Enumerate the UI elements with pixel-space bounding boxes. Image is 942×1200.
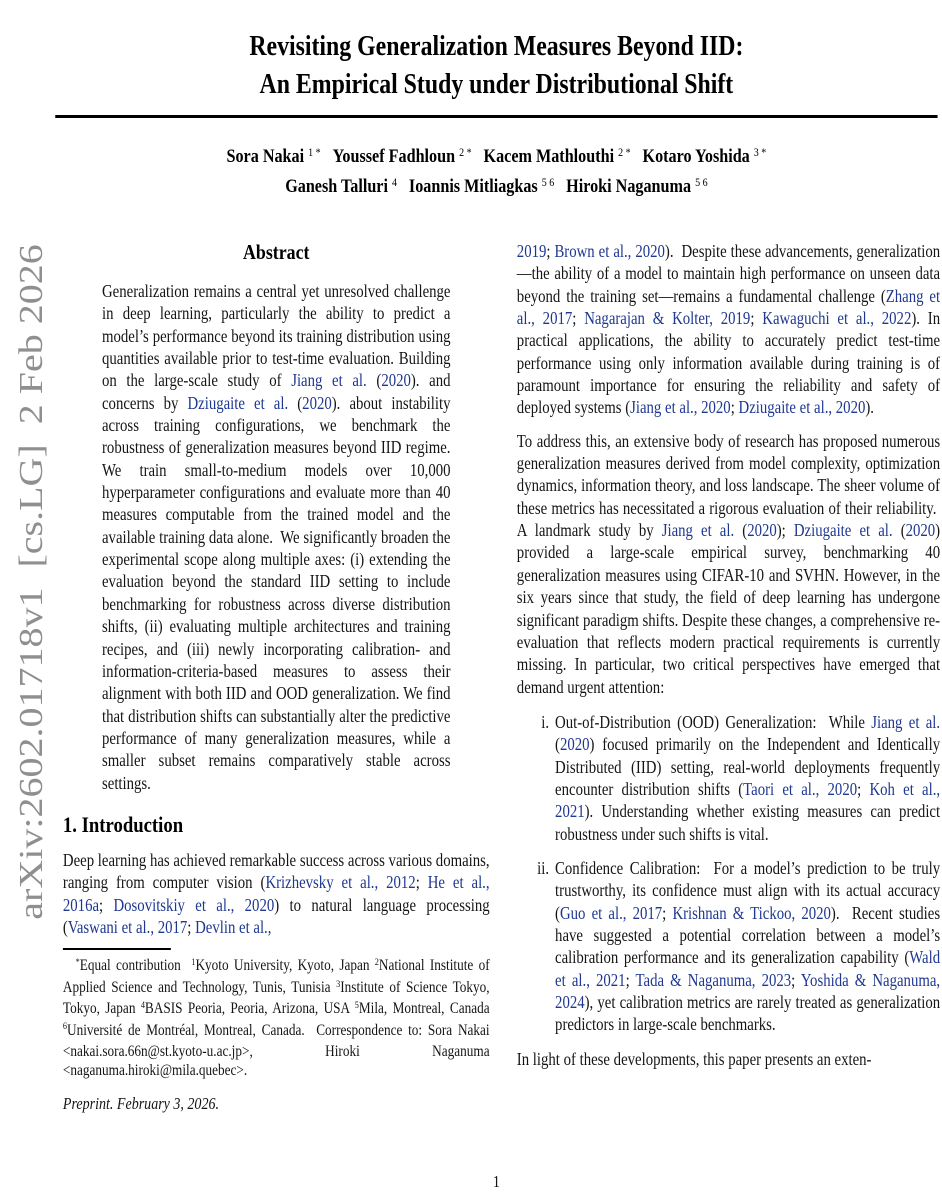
footnote-rule [63,948,171,950]
list-marker-ii: ii. [537,857,550,878]
citation-link[interactable]: Krizhevsky et al., 2012 [265,872,416,893]
text-run: Kotaro Yoshida [642,146,750,167]
superscript: 4 [392,175,398,189]
text-run: ). Understanding whether existing measures can predict robustness under such shifts is vital. [555,801,941,844]
text-run: Sora Nakai [226,146,305,167]
author-line-1 [55,143,937,173]
text-run: ( [555,734,560,755]
text-run: To address this, an extensive body of research has proposed numerous generalization measures derived from model complexity, optimization dynamics, information theory, and loss landscape. The sheer volume of these metrics has necessitated a rigorous evaluation of their reliability. A landmark study by [516,430,941,541]
text-run: ( [366,370,382,391]
text-run: Confidence Calibration: For a model’s prediction to be truly trustworthy, its confidence must align with its actual accuracy ( [555,857,941,923]
citation-link[interactable]: Dziugaite et al. [187,392,289,413]
text-run: ). [865,397,874,418]
text-run [304,146,308,167]
citation-link[interactable]: 2020 [747,520,777,541]
text-run: ; [625,969,636,990]
citation-link[interactable]: Jiang et al. [871,711,941,732]
footnote-text [63,956,490,1080]
citation-link[interactable]: Vaswani et al., 2017 [67,916,188,937]
page-number: 1 [492,1172,501,1191]
list-item-text [555,858,940,1034]
text-run: Université de Montréal, Montreal, Canada. Correspondence to: Sora Nakai <nakai.sora.66n@st.kyoto-u.ac.jp>, Hiroki Naganuma <naganuma.hiroki@mila.quebec>. [62,1021,490,1080]
section-heading-introduction: 1. Introduction [62,811,184,837]
citation-link[interactable]: Dosovitskiy et al., 2020 [113,894,275,915]
superscript: 4 [140,1000,145,1012]
text-run: ) to natural language processing ( [62,894,490,937]
text-run: ). In practical applications, the ability to accurately predict test-time performance using only information available during training is of paramount importance for ensuring the reliability and safety of deployed systems ( [516,308,941,418]
text-run: Mila, Montreal, Canada [358,1000,490,1018]
abstract-heading: Abstract [243,240,310,264]
text-run: ; [750,308,763,329]
title-line-1: Revisiting Generalization Measures Beyond IID: [249,31,744,62]
text-run: ; [791,969,801,990]
citation-link[interactable]: Brown et al., 2020 [554,241,665,261]
text-run: National Institute of Applied Science and Technology, Tunis, Tunisia [62,957,490,996]
arxiv-watermark: arXiv:2602.01718v1 [cs.LG] 2 Feb 2026 [11,244,50,920]
citation-link[interactable]: Wald et al., 2021 [555,947,941,990]
text-run: ( [288,392,303,413]
citation-link[interactable]: 2020 [302,392,332,413]
text-run: Equal contribution [79,957,192,975]
text-run: ; [187,916,196,937]
text-run: Kyoto University, Kyoto, Japan [195,957,375,975]
text-run: ) provided a large-scale empirical survey, benchmarking 40 generalization measures using CIFAR-10 and SVHN. However, in the six years since that study, the field of deep learning has undergone significant paradigm shifts. Despite these changes, a comprehensive re-evaluation that reflects modern practical requirements is currently missing. In particular, two critical perspectives have emerged that demand urgent attention: [516,520,941,697]
text-run: Youssef Fadhloun [332,146,456,167]
text-run: ; [730,397,739,418]
right-column [517,240,940,1070]
paragraph-continuation [517,240,940,419]
superscript: 5 6 [695,175,708,189]
text-run: Generalization remains a central yet unresolved challenge in deep learning, particularly the ability to predict a model’s performance beyond its training distribution using quantities available prior to test-time evaluation. Building on the large-scale study of [102,281,451,391]
superscript: 1 [191,957,196,969]
author-list [55,143,937,203]
text-run: ( [734,520,748,541]
author-line-2 [55,173,937,203]
superscript: 3 * [753,145,767,159]
text-run: ). and concerns by [102,370,451,413]
list-item-confidence-calibration [517,857,940,1036]
preprint-note: Preprint. February 3, 2026. [62,1093,219,1113]
citation-link[interactable]: 2020 [381,370,411,391]
citation-link[interactable]: He et al., 2016a [62,872,490,915]
text-run: ). Recent studies have suggested a potential correlation between a model’s calibration performance and its generalization capability ( [555,902,941,968]
superscript: * [75,957,80,969]
list-item-ood-generalization [517,711,940,845]
superscript: 2 * [459,145,472,159]
text-run: ). about instability across training configurations, we benchmark the robustness of generalization measures beyond IID regime. We train small-to-medium models over 10,000 hyperparameter configurations and evaluate more than 40 measures computable from the trained model and the available training data alone. We significantly broaden the experimental scope along multiple axes: (i) extending the evaluation beyond the standard IID setting to include benchmarking for robustness across diverse distribution shifts, (ii) evaluating multiple architectures and training recipes, and (iii) newly incorporating calibration- and information-criteria-based measures to assess their alignment with both IID and OOD generalization. We find that distribution shifts can substantially alter the predictive performance of many generalization measures, while a smaller subset remains comparatively stable across settings. [102,392,451,793]
title-line-2: An Empirical Study under Distributional Shift [259,69,734,100]
abstract-text [102,280,451,794]
text-run: Institute of Science Tokyo, Tokyo, Japan [62,978,490,1018]
text-run: ). Despite these advancements, generalization—the ability of a model to maintain high performance on unseen data beyond the training set—remains a fundamental challenge ( [516,241,941,306]
citation-link[interactable]: Taori et al., 2020 [743,778,858,799]
citation-link[interactable]: Guo et al., 2017 [559,902,663,923]
citation-link[interactable]: Nagarajan & Kolter, 2019 [584,308,751,329]
superscript: 6 [62,1021,68,1033]
superscript: 5 6 [541,175,555,189]
text-run: Hiroki Naganuma [566,176,692,197]
text-run: Ganesh Talluri [285,176,388,197]
citation-link[interactable]: 2019 [516,241,547,261]
citation-link[interactable]: Krishnan & Tickoo, 2020 [672,902,831,923]
superscript: 3 [336,978,341,990]
citation-link[interactable]: Kawaguchi et al., 2022 [762,308,912,329]
text-run: Out-of-Distribution (OOD) Generalization: While [555,711,872,732]
paragraph-motivation [517,430,940,698]
list-marker-i: i. [541,711,550,732]
citation-link[interactable]: Yoshida & Naganuma, 2024 [555,969,941,1012]
citation-link[interactable]: Koh et al., 2021 [555,778,941,822]
paper-header [55,28,937,203]
citation-link[interactable]: Jiang et al., 2020 [630,397,731,418]
citation-link[interactable]: Tada & Naganuma, 2023 [635,969,792,990]
text-run: ); [776,520,794,541]
text-run: Kacem Mathlouthi [483,146,615,167]
citation-link[interactable]: Devlin et al., [195,916,272,937]
text-run: ; [662,902,673,923]
text-run: BASIS Peoria, Peoria, Arizona, USA [144,1000,355,1018]
superscript: 2 [374,957,379,969]
superscript: 5 [354,1000,359,1012]
superscript: 2 * [618,145,631,159]
text-run: ; [99,894,114,915]
paper-title [55,28,937,104]
citation-link[interactable]: Jiang et al. [291,370,367,391]
paragraph-closing [517,1048,940,1070]
text-run: Deep learning has achieved remarkable success across various domains, ranging from computer vision ( [62,849,490,893]
text-run: ) focused primarily on the Independent and Identically Distributed (IID) setting, real-world deployments frequently encounter distribution shifts ( [555,734,941,799]
text-run: ), yet calibration metrics are rarely treated as generalization predictors in large-scale benchmarks. [555,992,941,1035]
citation-link[interactable]: Dziugaite et al. [793,520,893,541]
title-rule [55,115,937,118]
superscript: 1 * [308,145,321,159]
text-run: In light of these developments, this paper presents an exten- [516,1048,872,1069]
text-run: ( [892,520,906,541]
text-run: ; [857,778,870,799]
text-run: ; [546,241,555,261]
text-run: Ioannis Mitliagkas [408,176,538,197]
text-run: ; [572,308,585,329]
text-run: ; [415,872,428,893]
citation-link[interactable]: 2020 [559,734,590,755]
citation-link[interactable]: Dziugaite et al., 2020 [738,397,866,418]
intro-paragraph [63,849,490,938]
left-column [63,240,490,1115]
list-item-text [555,712,940,844]
citation-link[interactable]: Zhang et al., 2017 [516,285,941,329]
citation-link[interactable]: 2020 [905,520,936,541]
numbered-list [517,711,940,1036]
citation-link[interactable]: Jiang et al. [661,520,735,541]
